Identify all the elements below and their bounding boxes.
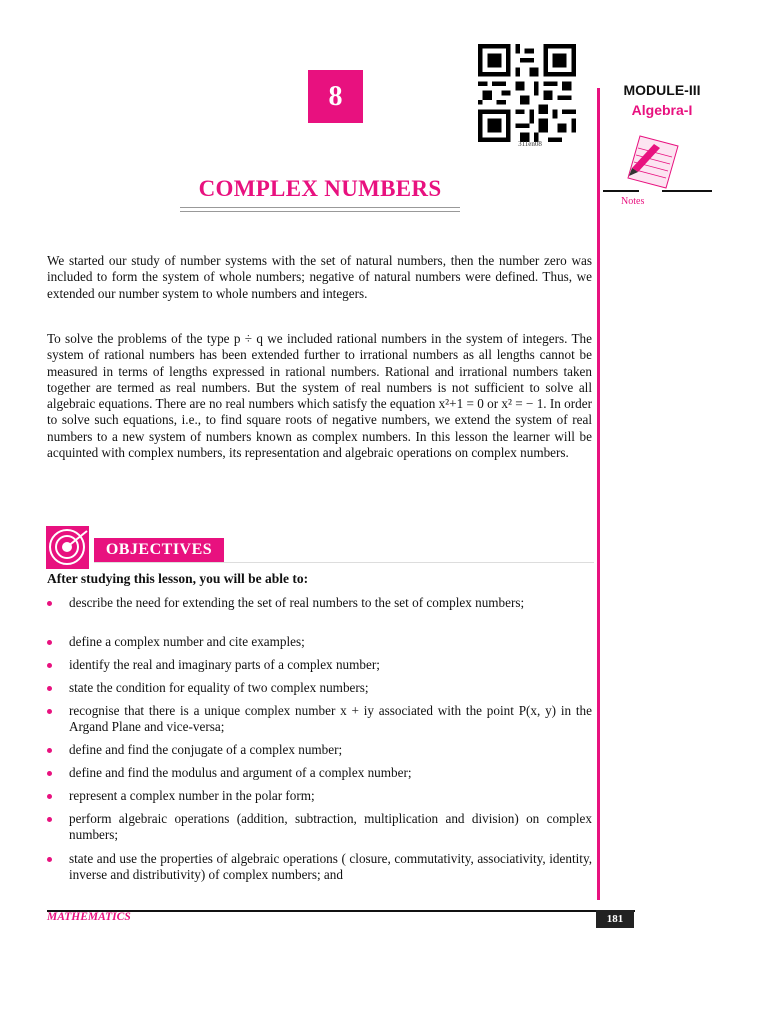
footer-subject: MATHEMATICS <box>47 911 131 923</box>
bullet-dot-icon <box>47 817 52 822</box>
footer-rule <box>47 910 635 912</box>
bullet-dot-icon <box>47 748 52 753</box>
bullet-dot-icon <box>47 771 52 776</box>
bullet-dot-icon <box>47 663 52 668</box>
margin-bar <box>597 88 600 900</box>
chapter-number: 8 <box>328 80 343 112</box>
bullet-dot-icon <box>47 709 52 714</box>
chapter-title: COMPLEX NUMBERS <box>198 176 442 201</box>
notes-rule-left <box>603 190 639 192</box>
notes-pencil-icon <box>618 130 682 194</box>
second-paragraph: To solve the problems of the type p ÷ q we included rational numbers in the system of integers. The system of rational numbers has been extended further to irrational numbers as all lengths cannot be measured in terms of lengths expressed in rational numbers. Rational and irrational numbers taken together are termed as real numbers. But the system of real numbers is not sufficient to solve all algebraic equations. There are no real numbers which satisfy the equation x²+1 = 0 or x² = − 1. In order to solve such equations, i.e., to find square roots of negative numbers, we extend the system of real numbers to a new system of numbers known as complex numbers. In this lesson the learner will be acquinted with complex numbers, its representation and algebraic operations on complex numbers. <box>47 331 592 461</box>
bullet-dot-icon <box>47 794 52 799</box>
bullet-dot-icon <box>47 640 52 645</box>
notes-rule-right <box>662 190 712 192</box>
title-underline-second <box>180 211 460 212</box>
page-number: 181 <box>596 910 634 928</box>
objectives-label: OBJECTIVES <box>94 538 224 562</box>
chapter-number-box <box>308 70 363 123</box>
bullet-dot-icon <box>47 601 52 606</box>
bullet-dot-icon <box>47 686 52 691</box>
objectives-rule <box>94 562 594 563</box>
unit-label: Algebra-I <box>631 102 693 118</box>
bullet-dot-icon <box>47 857 52 862</box>
title-underline <box>180 207 460 208</box>
qr-caption: 311en08 <box>518 140 542 148</box>
notes-label: Notes <box>621 196 645 207</box>
objectives-intro: After studying this lesson, you will be able to: <box>47 571 309 586</box>
module-label: MODULE-III <box>623 82 701 98</box>
intro-paragraph: We started our study of number systems with the set of natural numbers, then the number zero was included to form the system of whole numbers; negative of natural numbers were defined. Thus, we extended our number system to whole numbers and integers. <box>47 253 592 301</box>
target-icon <box>45 525 90 570</box>
qr-code[interactable] <box>478 44 576 142</box>
